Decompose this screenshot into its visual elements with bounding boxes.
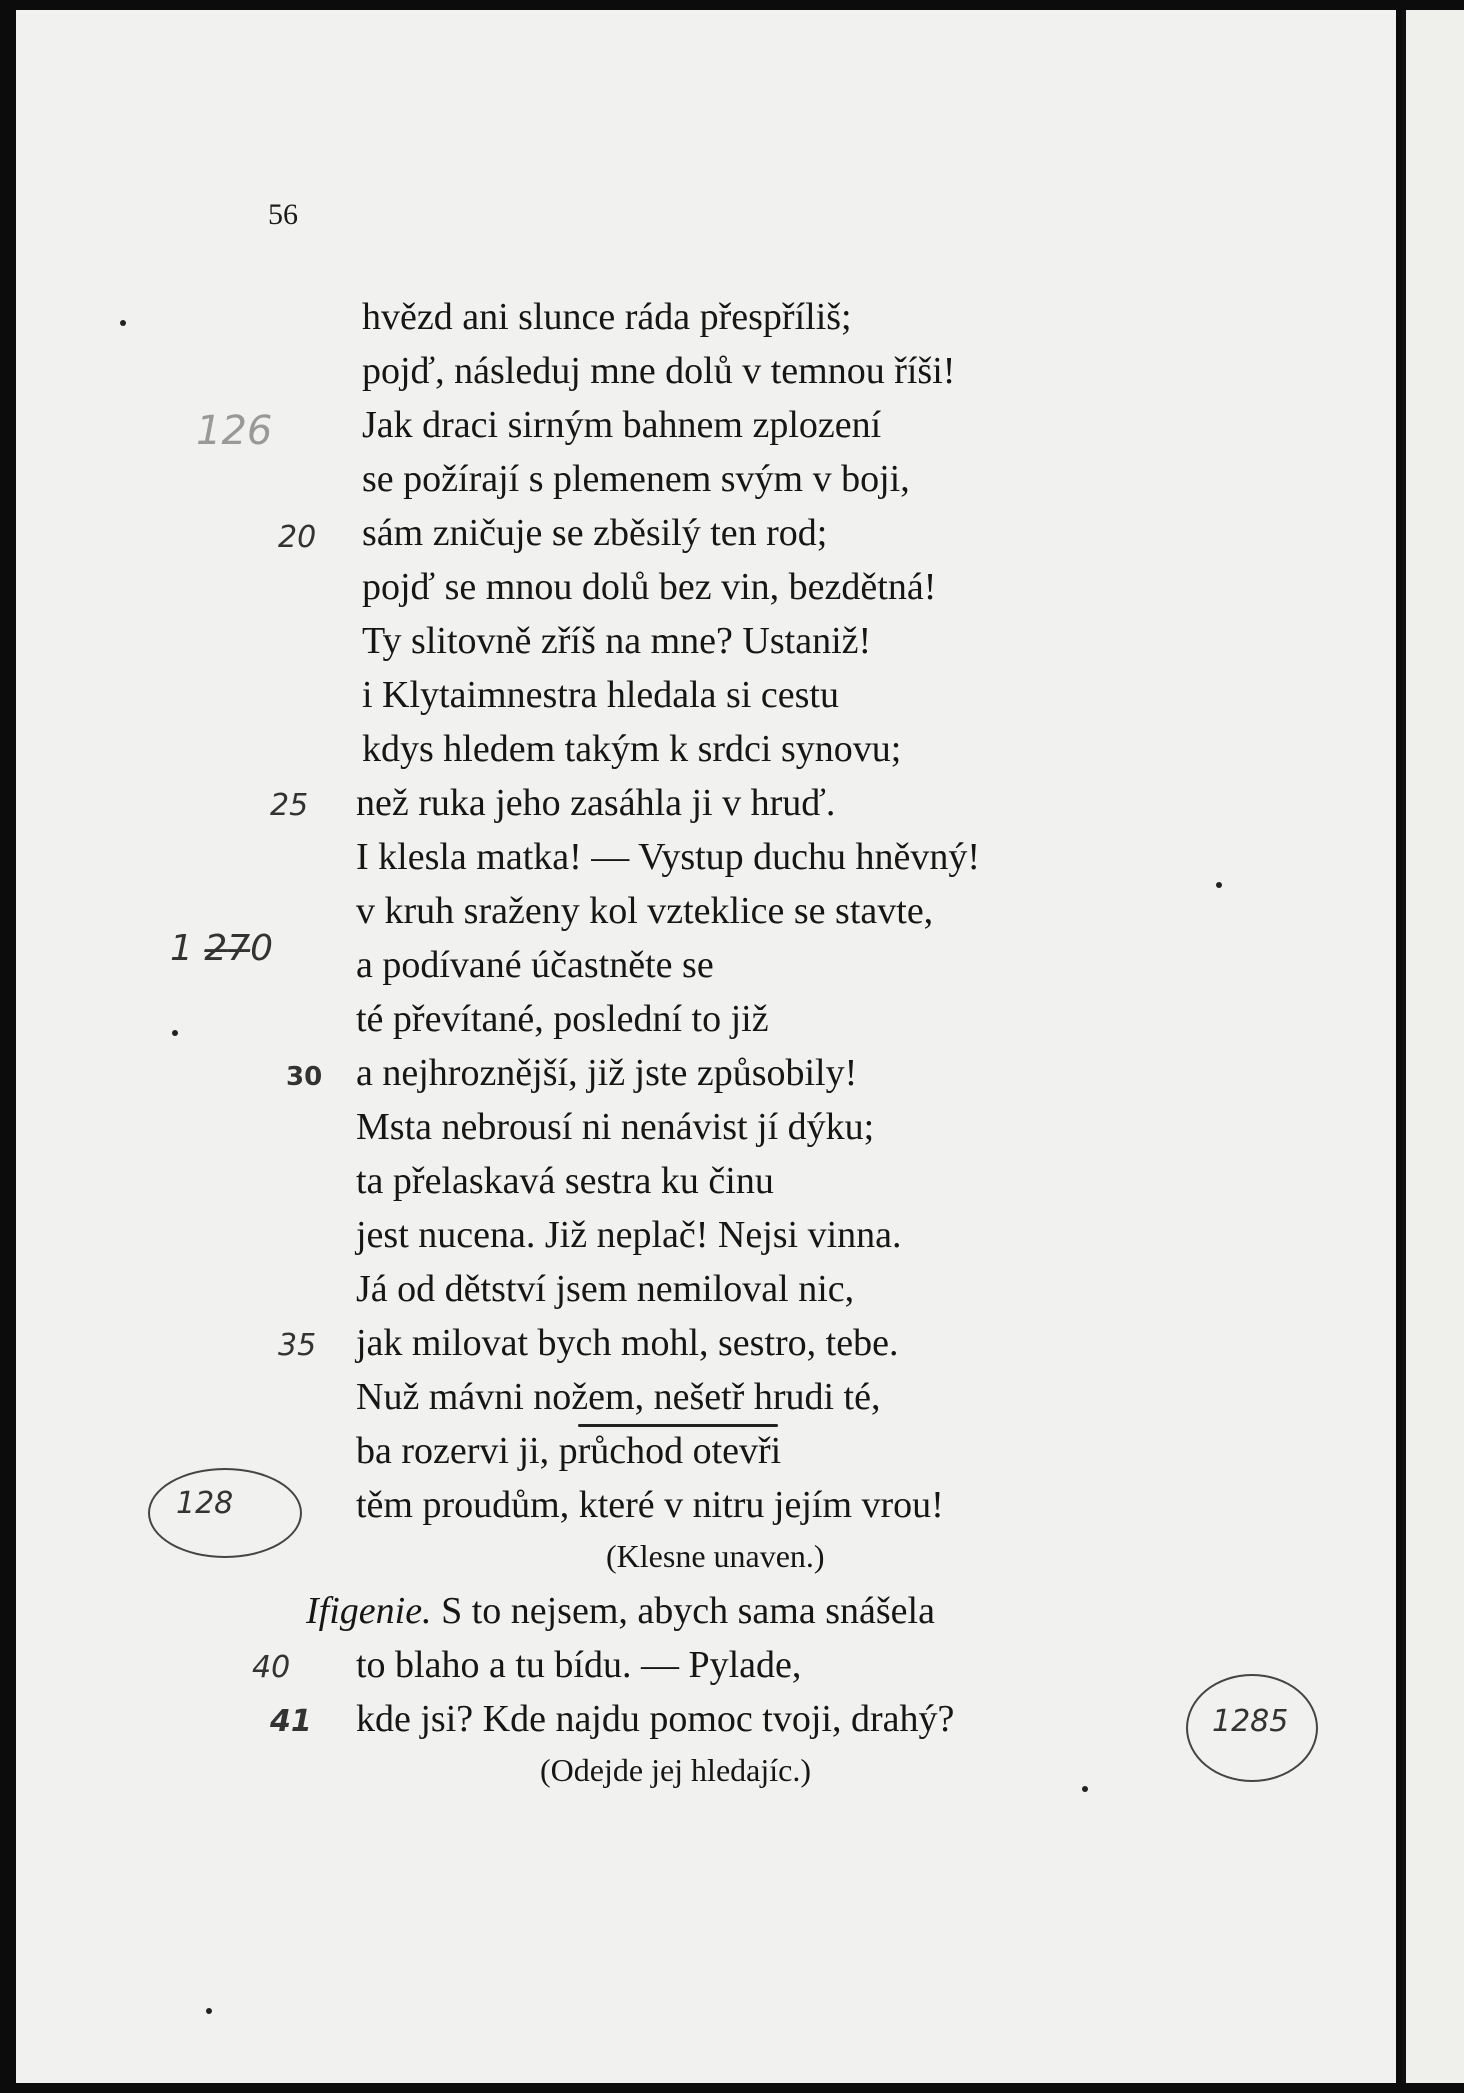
margin-note: 128 — [176, 1486, 234, 1521]
verse-line: I klesla matka! — Vystup duchu hněvný! — [356, 836, 981, 878]
speech-line: kde jsi? Kde najdu pomoc tvoji, drahý? — [356, 1698, 955, 1740]
verse-line: a podívané účastněte se — [356, 944, 714, 986]
adjacent-page-edge — [1402, 10, 1464, 2083]
ink-speck — [1082, 1786, 1088, 1792]
verse-line: Ty slitovně zříš na mne? Ustaniž! — [362, 620, 872, 662]
speech-line: to blaho a tu bídu. — Pylade, — [356, 1644, 802, 1686]
verse-line: v kruh sraženy kol vzteklice se stavte, — [356, 890, 934, 932]
margin-note: 1 2̶7̶0 — [170, 928, 274, 969]
ink-speck — [172, 1030, 178, 1036]
verse-line: jest nucena. Již neplač! Nejsi vinna. — [356, 1214, 902, 1256]
verse-line: kdys hledem takým k srdci synovu; — [362, 728, 902, 770]
handwritten-underline — [578, 1424, 778, 1427]
verse-line: Msta nebrousí ni nenávist jí dýku; — [356, 1106, 875, 1148]
verse-line: i Klytaimnestra hledala si cestu — [362, 674, 839, 716]
verse-line: než ruka jeho zasáhla ji v hruď. — [356, 782, 836, 824]
speaker-name: Ifigenie. — [306, 1590, 432, 1632]
verse-line: té převítané, poslední to již — [356, 998, 769, 1040]
verse-line: hvězd ani slunce ráda přespříliš; — [362, 296, 852, 338]
verse-line: Nuž mávni nožem, nešetř hrudi té, — [356, 1376, 881, 1418]
verse-line: jak milovat bych mohl, sestro, tebe. — [356, 1322, 899, 1364]
verse-line: těm proudům, které v nitru jejím vrou! — [356, 1484, 944, 1526]
margin-note: 30 — [286, 1062, 323, 1092]
verse-line: pojď, následuj mne dolů v temnou říši! — [362, 350, 956, 392]
verse-line: ba rozervi ji, průchod otevři — [356, 1430, 782, 1472]
margin-note: 35 — [278, 1328, 317, 1363]
verse-line: sám zničuje se zběsilý ten rod; — [362, 512, 828, 554]
speech-line — [306, 1592, 935, 1630]
stage-direction: (Klesne unaven.) — [606, 1538, 825, 1574]
verse-line: ta přelaskavá sestra ku činu — [356, 1160, 774, 1202]
margin-note: 126 — [196, 408, 273, 454]
margin-note: 40 — [252, 1650, 291, 1685]
book-page — [16, 10, 1396, 2083]
page-number: 56 — [268, 198, 298, 231]
verse-line: Já od dětství jsem nemiloval nic, — [356, 1268, 855, 1310]
margin-note: 20 — [278, 520, 317, 555]
verse-line: se požírají s plemenem svým v boji, — [362, 458, 910, 500]
verse-line: a nejhroznější, již jste způsobily! — [356, 1052, 858, 1094]
margin-note: 1285 — [1212, 1704, 1289, 1739]
ink-speck — [206, 2008, 212, 2014]
ink-speck — [1216, 882, 1222, 888]
margin-note: 25 — [270, 788, 309, 823]
stage-direction: (Odejde jej hledajíc.) — [540, 1752, 811, 1788]
ink-speck — [120, 320, 126, 326]
margin-note: 41 — [270, 1704, 312, 1739]
speech-text: S to nejsem, abych sama snášela — [441, 1590, 935, 1632]
verse-line: Jak draci sirným bahnem zplození — [362, 404, 882, 446]
verse-line: pojď se mnou dolů bez vin, bezdětná! — [362, 566, 937, 608]
